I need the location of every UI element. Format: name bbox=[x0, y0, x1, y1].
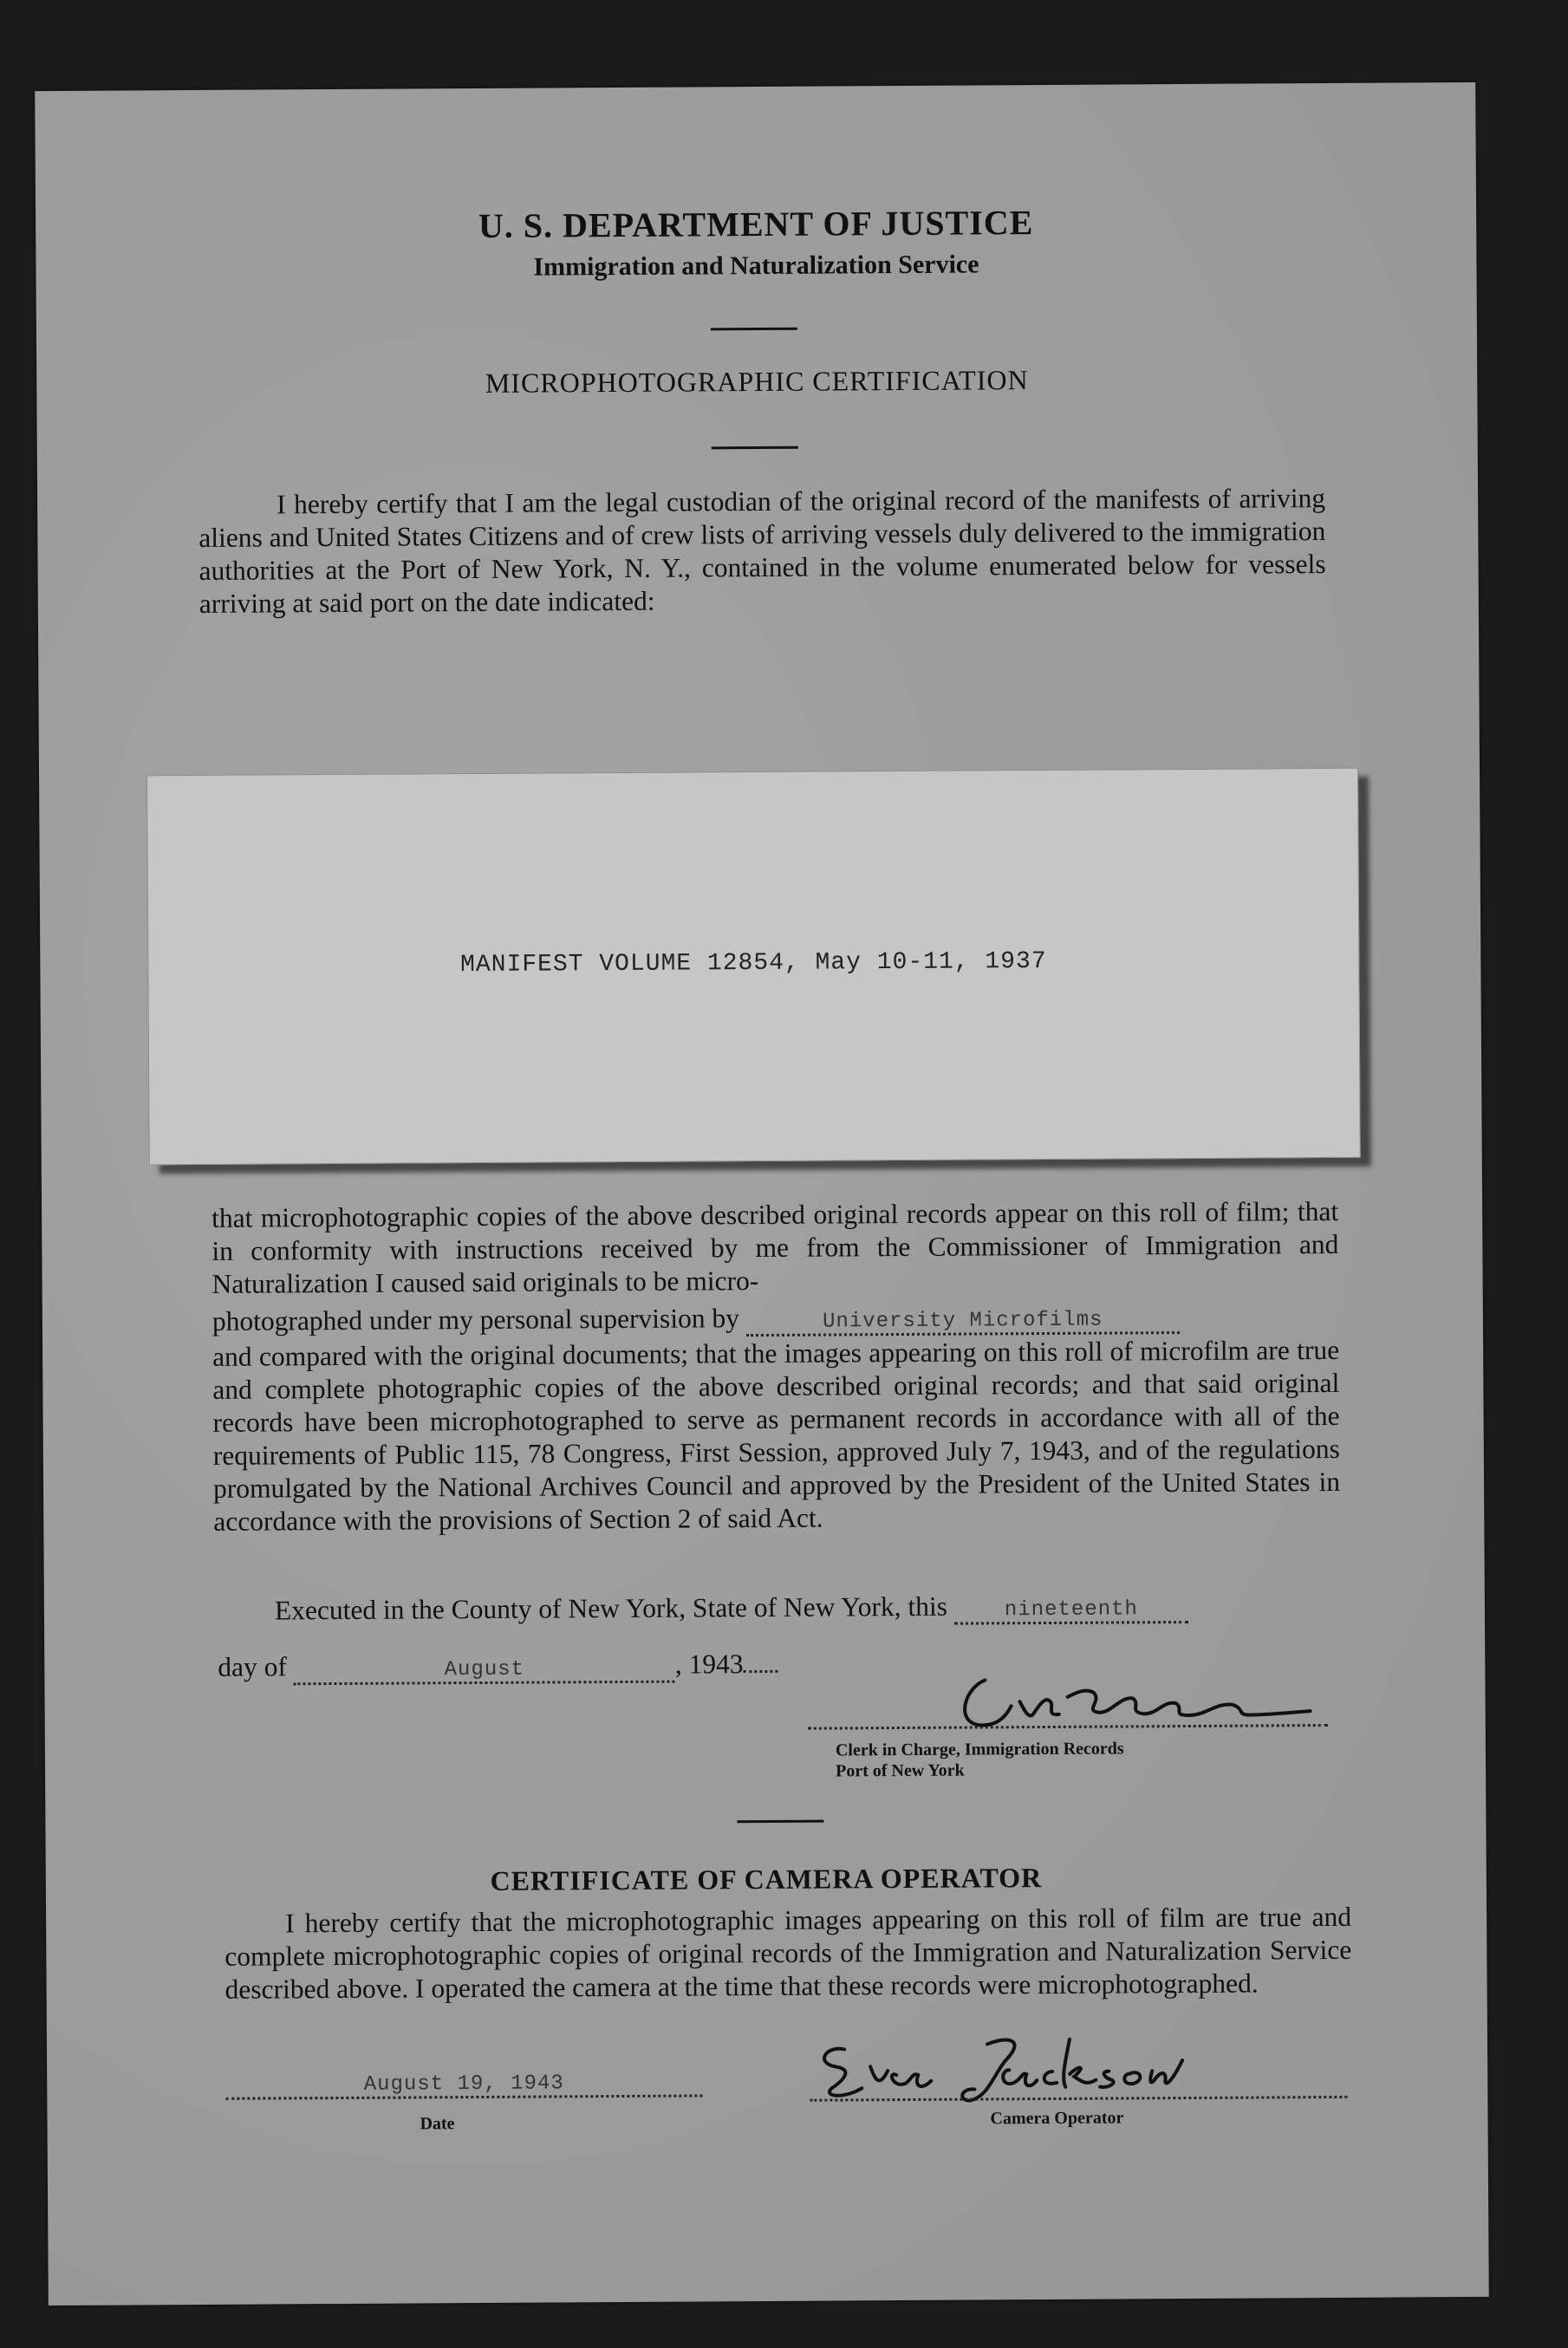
day-of-line bbox=[218, 1649, 777, 1686]
day-field bbox=[954, 1590, 1188, 1625]
day-value: nineteenth bbox=[1004, 1597, 1138, 1623]
body-paragraph-2: and compared with the original documents; that the images appearing on this roll of microfilm are true and complete photographic copies of the above described original records; and that said original records have been microphotographed to serve as permanent records in accordance with all of the requirements of Public 115, 78 Congress, First Session, approved July 7, 1943, and of the regulations promulgated by the National Archives Council and approved by the President of the United States in accordance with the provisions of Section 2 of said Act. bbox=[212, 1334, 1341, 1537]
photographed-by-label: photographed under my personal supervision by bbox=[211, 1303, 739, 1337]
day-of-label: day of bbox=[218, 1651, 288, 1682]
divider bbox=[711, 328, 797, 331]
service-subtitle: Immigration and Naturalization Service bbox=[533, 250, 979, 282]
camera-date-label: Date bbox=[420, 2114, 455, 2134]
manifest-volume-card bbox=[146, 768, 1361, 1166]
camera-date-field bbox=[225, 2063, 702, 2099]
photographed-by-field bbox=[746, 1300, 1180, 1337]
divider bbox=[737, 1820, 823, 1824]
intro-paragraph: I hereby certify that I am the legal custodian of the original record of the manifests of arriving aliens and United States Citizens and of crew lists of arriving vessels duly delivered to the immigration authorities at the Port of New York, N. Y., contained in the volume enumerated below for vessels arriving at said port on the date indicated: bbox=[198, 483, 1326, 619]
camera-date-value: August 19, 1943 bbox=[363, 2072, 564, 2097]
camera-date-line bbox=[225, 2063, 702, 2099]
executed-label: Executed in the County of New York, State of New York, this bbox=[274, 1590, 948, 1626]
body-paragraph-1: that microphotographic copies of the above described original records appear on this roll of film; that in conformity with instructions received by me from the Commissioner of Immigration and Naturalization I caused said originals to be micro- bbox=[211, 1195, 1339, 1299]
camera-paragraph: I hereby certify that the microphotographic images appearing on this roll of film are true and complete microphotographic copies of original records of the Immigration and Naturalization Service described above. I operated the camera at the time that these records were microphotographed. bbox=[224, 1901, 1352, 2005]
department-title: U. S. DEPARTMENT OF JUSTICE bbox=[478, 203, 1034, 245]
photographed-by-line bbox=[212, 1300, 1180, 1340]
month-field bbox=[294, 1649, 675, 1686]
clerk-title-line1: Clerk in Charge, Immigration Records bbox=[835, 1739, 1124, 1760]
year-trailing-dots bbox=[744, 1670, 778, 1673]
clerk-title bbox=[836, 1738, 1124, 1781]
manifest-volume-text: MANIFEST VOLUME 12854, May 10-11, 1937 bbox=[460, 947, 1047, 979]
divider bbox=[712, 446, 798, 450]
photographed-by-value: University Microfilms bbox=[822, 1308, 1103, 1334]
executed-line bbox=[275, 1590, 1188, 1629]
camera-operator-label: Camera Operator bbox=[990, 2108, 1124, 2129]
certification-heading: MICROPHOTOGRAPHIC CERTIFICATION bbox=[485, 364, 1029, 399]
clerk-title-line2: Port of New York bbox=[836, 1760, 965, 1781]
certificate-page bbox=[35, 82, 1489, 2306]
clerk-signature bbox=[946, 1661, 1328, 1741]
camera-operator-heading: CERTIFICATE OF CAMERA OPERATOR bbox=[490, 1862, 1043, 1896]
month-value: August bbox=[444, 1657, 525, 1682]
year-value: , 1943 bbox=[674, 1649, 744, 1680]
